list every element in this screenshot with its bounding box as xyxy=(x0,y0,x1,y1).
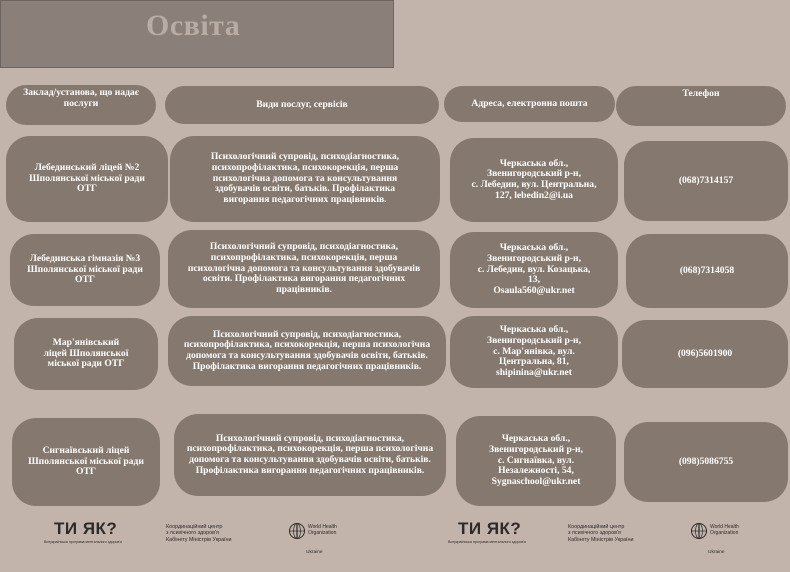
row-4-services-line: Психологічний супровід, психодіагностика, xyxy=(215,432,405,444)
who-name-line: Organization xyxy=(710,529,739,536)
who-emblem-icon xyxy=(690,522,708,540)
row-1-institution-line: Шполянської міської ради xyxy=(29,172,145,184)
row-1-institution-line: Лебединський ліцей №2 xyxy=(34,161,140,173)
row-3-address xyxy=(450,316,618,388)
row-2-services-line: освіти. Профілактика вигорання педагогічних xyxy=(202,273,406,285)
row-2-address-line: Звенигородський р-н, xyxy=(487,252,581,264)
coord-line: Координаційний центр xyxy=(166,524,223,530)
row-1-services-line: Психологічний супровід, психодіагностика, xyxy=(210,151,400,163)
row-4-address-line: Sygnaschool@ukr.net xyxy=(491,476,581,488)
header-institution-label: Заклад/установа, що надає послуги xyxy=(23,87,139,109)
row-2-address-line: с. Лебедин, вул. Козацька, xyxy=(477,263,591,275)
row-1-services xyxy=(170,136,440,222)
row-4-institution-line: ОТГ xyxy=(76,466,96,478)
row-3-services-line: психопрофілактика, психокорекція, перша психологічна xyxy=(183,339,431,351)
row-2-services-line: психопрофілактика, психокорекція, перша xyxy=(210,251,398,263)
who-country: Ukraine xyxy=(306,550,323,555)
row-2-address xyxy=(450,232,618,308)
header-address-label: Адреса, електронна пошта xyxy=(471,97,588,109)
row-4-institution xyxy=(12,418,160,506)
header-phone-label: Телефон xyxy=(682,88,720,99)
row-3-address-line: Центральна, 81, xyxy=(499,356,569,368)
row-4-institution-line: Сигнаївський ліцей xyxy=(42,444,130,456)
row-3-address-line: Звенигородський р-н, xyxy=(487,334,581,346)
who-logo xyxy=(288,522,368,555)
row-3-address-line: с. Мар'янівка, вул. xyxy=(493,345,575,357)
tiyak-logo: ТИ ЯК? xyxy=(458,519,522,538)
row-2-institution-line: Лебединська гімназія №3 xyxy=(29,252,141,264)
row-2-address-line: Osaula560@ukr.net xyxy=(493,285,575,297)
row-1-services-line: вигорання педагогічних працівників. xyxy=(223,194,387,206)
header-services xyxy=(165,86,439,124)
row-4-services-line: допомога та консультування здобувачів освіти, батьків. xyxy=(189,454,431,465)
who-name-line: World Health xyxy=(308,524,337,530)
row-1-institution-line: ОТГ xyxy=(77,183,97,195)
row-2-services-line: психологічна допомога та консультування здобувачів xyxy=(187,262,421,274)
header-phone xyxy=(616,86,786,126)
header-address xyxy=(444,86,615,122)
row-4-phone-value: (098)5086755 xyxy=(678,455,734,467)
row-1-institution xyxy=(6,136,168,222)
row-3-institution-line: ліцей Шполянської xyxy=(43,347,129,359)
row-3-services xyxy=(168,316,446,386)
row-1-address-line: 127, lebedin2@i.ua xyxy=(495,189,573,201)
who-name xyxy=(308,525,337,537)
row-2-services-line: Психологічний супровід, психодіагностика, xyxy=(209,241,399,253)
row-3-institution-line: Мар'янівський xyxy=(52,336,120,348)
row-2-institution-line: ОТГ xyxy=(75,274,95,286)
row-4-address-line: Черкаська обл., xyxy=(501,433,571,445)
row-3-address-line: shipinina@ukr.net xyxy=(495,367,572,379)
row-3-services-line: Психологічний супровід, психодіагностика, xyxy=(212,328,402,340)
row-1-address-line: с. Лебедин, вул. Центральна, xyxy=(471,179,597,190)
row-2-services-line: працівників. xyxy=(276,284,332,296)
row-4-institution-line: Шполянської міської ради xyxy=(28,455,144,467)
title-banner xyxy=(0,0,394,68)
coord-line: Кабінету Міністрів України xyxy=(166,536,232,543)
row-3-phone xyxy=(622,320,788,388)
row-3-address-line: Черкаська обл., xyxy=(499,324,569,336)
row-1-phone xyxy=(624,141,788,221)
row-1-services-line: психопрофілактика, психокорекція, перша xyxy=(211,161,399,173)
row-2-institution xyxy=(10,234,160,306)
who-emblem-icon xyxy=(288,522,306,540)
coord-center-text xyxy=(166,524,266,543)
row-4-services-line: Профілактика вигорання педагогічних працівників. xyxy=(195,464,425,476)
coord-line: Кабінету Міністрів України xyxy=(568,536,634,543)
who-name xyxy=(710,525,739,537)
row-2-address-line: 13, xyxy=(527,274,540,286)
page-title: Освіта xyxy=(146,9,241,42)
coord-line: з психічного здоров'я xyxy=(568,530,621,537)
tiyak-tagline: Всеукраїнська програма ментального здоров'я xyxy=(44,540,122,544)
coord-line: з психічного здоров'я xyxy=(166,530,219,537)
row-1-address-line: Черкаська обл., xyxy=(499,157,569,169)
who-name-line: Organization xyxy=(308,529,337,536)
row-4-phone xyxy=(624,422,788,502)
tiyak-logo: ТИ ЯК? xyxy=(54,519,118,538)
row-1-address xyxy=(450,138,618,222)
coord-line: Координаційний центр xyxy=(568,524,625,530)
row-2-address-line: Черкаська обл., xyxy=(499,242,569,254)
row-4-address-line: Незалежності, 54, xyxy=(498,465,574,477)
row-2-phone-value: (068)7314058 xyxy=(679,264,735,276)
row-4-services xyxy=(174,414,446,496)
row-1-phone-value: (068)7314157 xyxy=(678,174,734,186)
row-1-services-line: психологічна допомога та консультування xyxy=(212,172,398,184)
who-logo xyxy=(690,522,770,555)
footer-logos xyxy=(0,515,790,572)
header-institution xyxy=(6,85,156,125)
who-country: Ukraine xyxy=(708,550,725,555)
row-3-institution xyxy=(14,318,158,390)
coord-center-text xyxy=(568,524,668,543)
row-2-phone xyxy=(626,234,788,308)
row-3-institution-line: міської ради ОТГ xyxy=(47,358,125,370)
row-1-services-line: здобувачів освіти, батьків. Профілактика xyxy=(214,183,396,195)
row-4-address-line: Звенигородський р-н, xyxy=(489,443,583,455)
row-4-address-line: с. Сигнаївка, вул. xyxy=(497,454,575,466)
who-name-line: World Health xyxy=(710,524,739,530)
row-4-address xyxy=(456,416,616,506)
row-3-phone-value: (096)5601900 xyxy=(677,347,733,359)
row-1-address-line: Звенигородський р-н, xyxy=(487,168,581,180)
row-2-institution-line: Шполянської міської ради xyxy=(27,263,143,275)
row-3-services-line: допомога та консультування здобувачів освіти, батьків. xyxy=(186,350,428,361)
row-3-services-line: Профілактика вигорання педагогічних працівників. xyxy=(192,360,422,372)
row-2-services xyxy=(168,230,440,308)
row-4-services-line: психопрофілактика, психокорекція, перша психологічна xyxy=(186,443,434,455)
header-services-label: Види послуг, сервісів xyxy=(256,98,348,110)
tiyak-tagline: Всеукраїнська програма ментального здоров'я xyxy=(448,540,526,544)
